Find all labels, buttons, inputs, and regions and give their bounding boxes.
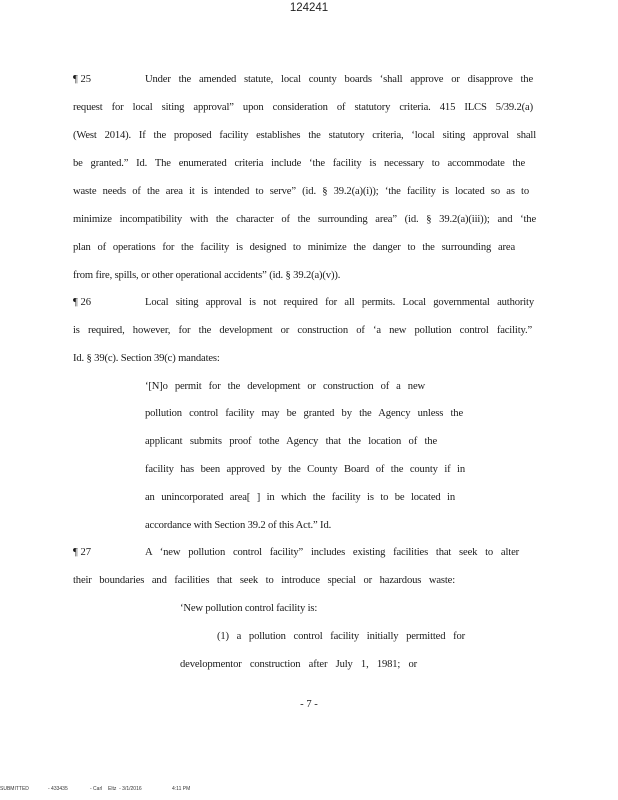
footer-clerk: - Carl bbox=[90, 786, 103, 792]
quote-line: (1) a pollution control facility initially permitted for bbox=[217, 631, 465, 642]
text-line: their boundaries and facilities that seek to introduce special or hazardous waste: bbox=[73, 575, 455, 586]
text-line: plan of operations for the facility is designed to minimize the danger to the surrounding area bbox=[73, 242, 515, 253]
text-line: minimize incompatibility with the character of the surrounding area” (id. § 39.2(a)(iii)); and ‘the bbox=[73, 214, 536, 225]
text-line: (West 2014). If the proposed facility establishes the statutory criteria, ‘local siting approval shall bbox=[73, 130, 536, 141]
quote-line: an unincorporated area[ ] in which the facility is to be located in bbox=[145, 492, 455, 503]
text-line: be granted.” Id. The enumerated criteria include ‘the facility is necessary to accommodate the bbox=[73, 158, 525, 169]
quote-line: accordance with Section 39.2 of this Act.” Id. bbox=[145, 520, 332, 531]
quote-line: facility has been approved by the County Board of the county if in bbox=[145, 464, 465, 475]
text-line: request for local siting approval” upon consideration of statutory criteria. 415 ILCS 5/39.2(a) bbox=[73, 102, 533, 113]
footer-submitted: SUBMITTED bbox=[0, 786, 29, 792]
text-line: Id. § 39(c). Section 39(c) mandates: bbox=[73, 353, 220, 364]
footer-date: Eltz - 3/1/2016 bbox=[108, 786, 142, 792]
document-id: 124241 bbox=[289, 2, 329, 14]
quote-line: ‘New pollution control facility is: bbox=[180, 603, 318, 614]
text-line: is required, however, for the development or construction of ‘a new pollution control facility.” bbox=[73, 325, 532, 336]
text-line: Under the amended statute, local county boards ‘shall approve or disapprove the bbox=[145, 74, 533, 85]
text-line: from fire, spills, or other operational accidents” (id. § 39.2(a)(v)). bbox=[73, 270, 341, 281]
paragraph-number: ¶ 27 bbox=[73, 547, 92, 558]
text-line: A ‘new pollution control facility” includes existing facilities that seek to alter bbox=[145, 547, 519, 558]
paragraph-number: ¶ 25 bbox=[73, 74, 92, 85]
quote-line: applicant submits proof tothe Agency that the location of the bbox=[145, 436, 437, 447]
paragraph-number: ¶ 26 bbox=[73, 297, 92, 308]
footer-number: - 433435 bbox=[48, 786, 68, 792]
quote-line: pollution control facility may be granted by the Agency unless the bbox=[145, 408, 463, 419]
text-line: waste needs of the area it is intended to serve” (id. § 39.2(a)(i)); ‘the facility is located so as to bbox=[73, 186, 529, 197]
footer-time: 4:11 PM bbox=[172, 786, 191, 792]
quote-line: developmentor construction after July 1, 1981; or bbox=[180, 659, 417, 670]
page-number: - 7 - bbox=[300, 699, 318, 710]
quote-line: ‘[N]o permit for the development or construction of a new bbox=[145, 381, 425, 392]
text-line: Local siting approval is not required for all permits. Local governmental authority bbox=[145, 297, 534, 308]
footer bbox=[0, 786, 618, 796]
